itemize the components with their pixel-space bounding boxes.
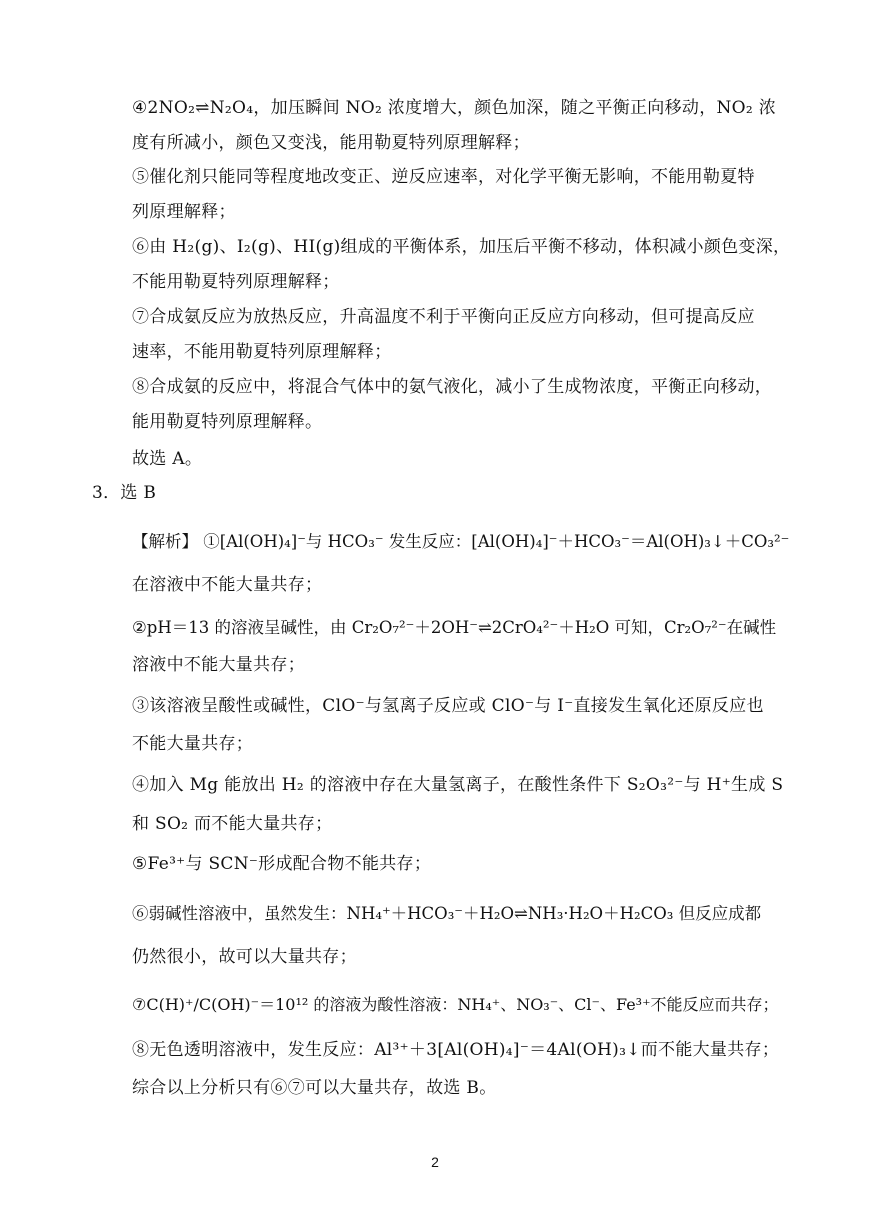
paragraph-line: 仍然很小，故可以大量共存； (132, 947, 357, 967)
paragraph-line: ③该溶液呈酸性或碱性，ClO⁻与氢离子反应或 ClO⁻与 I⁻直接发生氧化还原反应也 (132, 696, 764, 716)
paragraph-line: ⑥弱碱性溶液中，虽然发生：NH₄⁺＋HCO₃⁻＋H₂O⇌NH₃·H₂O＋H₂CO₃ 但反应成都 (132, 904, 762, 923)
page-number: 2 (431, 1154, 439, 1170)
paragraph-line: 能用勒夏特列原理解释。 (132, 412, 323, 432)
paragraph-line: ④2NO₂⇌N₂O₄，加压瞬间 NO₂ 浓度增大，颜色加深，随之平衡正向移动，NO₂ 浓 (132, 98, 777, 118)
paragraph-line: 不能用勒夏特列原理解释； (132, 272, 340, 292)
answer-line: 故选 A。 (132, 449, 203, 469)
paragraph-line: 不能大量共存； (132, 734, 254, 754)
paragraph-line: 和 SO₂ 而不能大量共存； (132, 814, 333, 834)
paragraph-line: ②pH＝13 的溶液呈碱性，由 Cr₂O₇²⁻＋2OH⁻⇌2CrO₄²⁻＋H₂O 可知，Cr₂O₇²⁻在碱性 (132, 618, 777, 637)
paragraph-line: 溶液中不能大量共存； (132, 655, 305, 675)
conclusion-line: 综合以上分析只有⑥⑦可以大量共存，故选 B。 (132, 1078, 497, 1098)
analysis-line: 【解析】 ①[Al(OH)₄]⁻与 HCO₃⁻ 发生反应：[Al(OH)₄]⁻＋HCO₃⁻＝Al(OH)₃↓＋CO₃²⁻ (132, 532, 790, 551)
paragraph-line: ⑧合成氨的反应中，将混合气体中的氨气液化，减小了生成物浓度，平衡正向移动， (132, 377, 773, 397)
paragraph-line: ⑤催化剂只能同等程度地改变正、逆反应速率，对化学平衡无影响，不能用勒夏特 (132, 167, 755, 187)
paragraph-line: ⑦合成氨反应为放热反应，升高温度不利于平衡向正反应方向移动，但可提高反应 (132, 307, 755, 327)
paragraph-line: ④加入 Mg 能放出 H₂ 的溶液中存在大量氢离子，在酸性条件下 S₂O₃²⁻与 H⁺生成 S (132, 775, 784, 795)
paragraph-line: 列原理解释； (132, 202, 236, 222)
paragraph-line: ⑦C(H)⁺/C(OH)⁻＝10¹² 的溶液为酸性溶液：NH₄⁺、NO₃⁻、Cl⁻、Fe³⁺不能反应而共存； (132, 995, 779, 1014)
question-heading: 3．选 B (92, 483, 157, 503)
paragraph-line: 在溶液中不能大量共存； (132, 575, 323, 595)
paragraph-line: 速率，不能用勒夏特列原理解释； (132, 342, 392, 362)
paragraph-line: ⑤Fe³⁺与 SCN⁻形成配合物不能共存； (132, 854, 432, 874)
paragraph-line: 度有所减小，颜色又变浅，能用勒夏特列原理解释； (132, 133, 530, 153)
paragraph-line: ⑥由 H₂(g)、I₂(g)、HI(g)组成的平衡体系，加压后平衡不移动，体积减小颜色变深， (132, 237, 791, 257)
paragraph-line: ⑧无色透明溶液中，发生反应：Al³⁺＋3[Al(OH)₄]⁻＝4Al(OH)₃↓而不能大量共存； (132, 1040, 780, 1060)
